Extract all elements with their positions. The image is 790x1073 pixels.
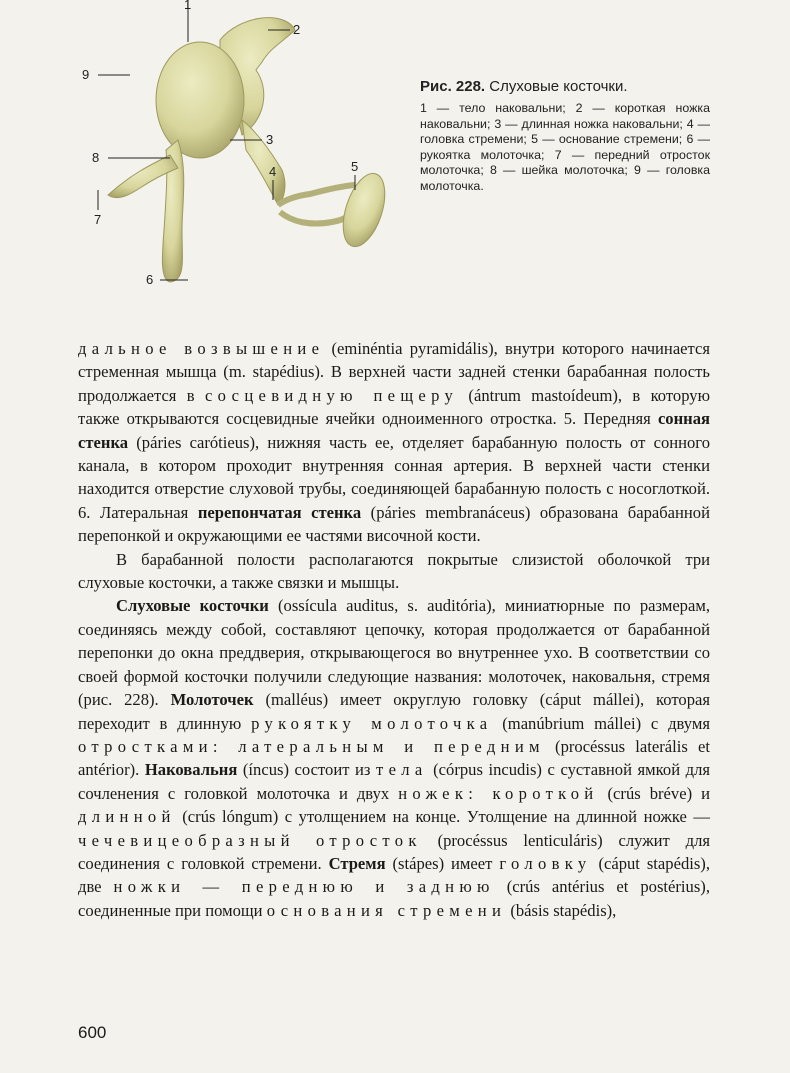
spaced-term: отростками: латеральным и передним	[78, 736, 545, 756]
spaced-term: длинной	[78, 807, 176, 827]
text-run: (ántrum mastoídeum), в которую также открываются сосцевидные ячейки одноименного отростка. 5. Передняя	[78, 385, 710, 429]
paragraph-3	[78, 594, 710, 922]
text-run: (eminéntia pyramidális), внутри которого начинается стременная мышца (m. stapédius). В верхней части задней стенки барабанная полость продолжается в	[78, 339, 710, 405]
spaced-term: рукоятку молоточка	[251, 713, 493, 733]
figure-label-7: 7	[94, 212, 102, 227]
figure-label-3: 3	[266, 132, 274, 147]
figure-label-6: 6	[146, 272, 154, 287]
figure-label-1: 1	[184, 0, 192, 12]
caption-number: Рис. 228.	[420, 78, 486, 95]
spaced-term: чечевицеобразный отросток	[78, 830, 422, 850]
caption-title	[420, 78, 710, 95]
text-run: (procéssus lenticuláris) служит для соединения с головкой стремени.	[78, 830, 710, 873]
page-number: 600	[78, 1023, 107, 1042]
spaced-term: дальное возвышение	[78, 339, 325, 358]
malleus-shape	[108, 42, 244, 282]
text-run: (páries membranáceus) образована барабанной перепонкой и окружающими ее частями височной кости.	[78, 502, 710, 546]
text-run: (procéssus laterális et antérior).	[78, 736, 710, 780]
bold-term: перепончатая стенка	[197, 502, 362, 522]
text-run: (crús antérius et postérius), соединенные при помощи	[78, 877, 710, 920]
text-run: (páries carótieus), нижняя часть ее, отделяет барабанную полость от сонного канала, в котором проходит внутренняя сонная артерия. В верхней части стенки находится отверстие слуховой трубы, соединяющей барабанную полость с носоглоткой. 6. Латеральная	[78, 432, 710, 522]
text-run: (íncus) состоит из	[237, 760, 377, 780]
body-text	[78, 337, 710, 922]
bold-term: Наковальня	[144, 760, 238, 780]
spaced-term: основания стремени	[266, 900, 507, 920]
bold-term: Стремя	[328, 853, 386, 873]
bold-term: Молоточек	[170, 690, 254, 710]
caption-legend: 1 — тело наковальни; 2 — короткая ножка наковальни; 3 — длинная ножка наковальни; 4 — головка стремени; 5 — основание стремени; 6 — рукоятка молоточка; 7 — передний отросток молоточка; 8 — шейка молоточка; 9 — головка молоточка.	[420, 101, 710, 193]
bold-term: Слуховые косточки	[116, 596, 269, 616]
spaced-term: ножки — переднюю и заднюю	[113, 877, 495, 897]
paragraph-1	[78, 337, 710, 548]
figure-label-5: 5	[351, 159, 359, 174]
figure-label-2: 2	[293, 22, 301, 37]
text-run: (crús lóngum) с утолщением на конце. Утолщение на длинной ножке —	[175, 807, 710, 827]
figure-label-4: 4	[269, 164, 277, 179]
text-run: (básis stapédis),	[506, 900, 617, 920]
ossicles-figure	[70, 0, 400, 300]
text-run: (ossícula auditus, s. auditória), миниатюрные по размерам, соединяясь между собой, составляют цепочку, которая продолжается от барабанной перепонки до окна преддверия, открывающегося во внутреннее ухо. В соответствии со своей формой косточки получили следующие названия: молоточек, наковальня, стремя (рис. 228).	[78, 596, 710, 710]
text-run: (crús bréve) и	[598, 783, 710, 803]
spaced-term: тела	[376, 760, 428, 780]
text-run: (manúbrium mállei) с двумя	[492, 713, 710, 733]
spaced-term: сосцевидную пещеру	[204, 385, 459, 405]
spaced-term: ножек: короткой	[398, 783, 599, 803]
text-run: (córpus incudis) с суставной ямкой для сочленения с головкой молоточка и двух	[78, 760, 711, 803]
text-run: (malléus) имеет округлую головку (cáput mállei), которая переходит в длинную	[78, 690, 710, 733]
figure-caption	[420, 78, 710, 195]
figure-label-9: 9	[82, 67, 90, 82]
figure-label-8: 8	[92, 150, 100, 165]
text-run: (stápes) имеет	[385, 853, 500, 873]
spaced-term: головку	[499, 853, 592, 873]
stapes-shape	[278, 168, 393, 251]
text-run: (cáput stapédis), две	[78, 853, 710, 897]
bold-term: сонная стенка	[78, 409, 710, 452]
paragraph-2: В барабанной полости располагаются покрытые слизистой оболочкой три слуховые косточки, а также связки и мышцы.	[78, 549, 710, 593]
caption-heading: Слуховые косточки.	[485, 78, 628, 95]
